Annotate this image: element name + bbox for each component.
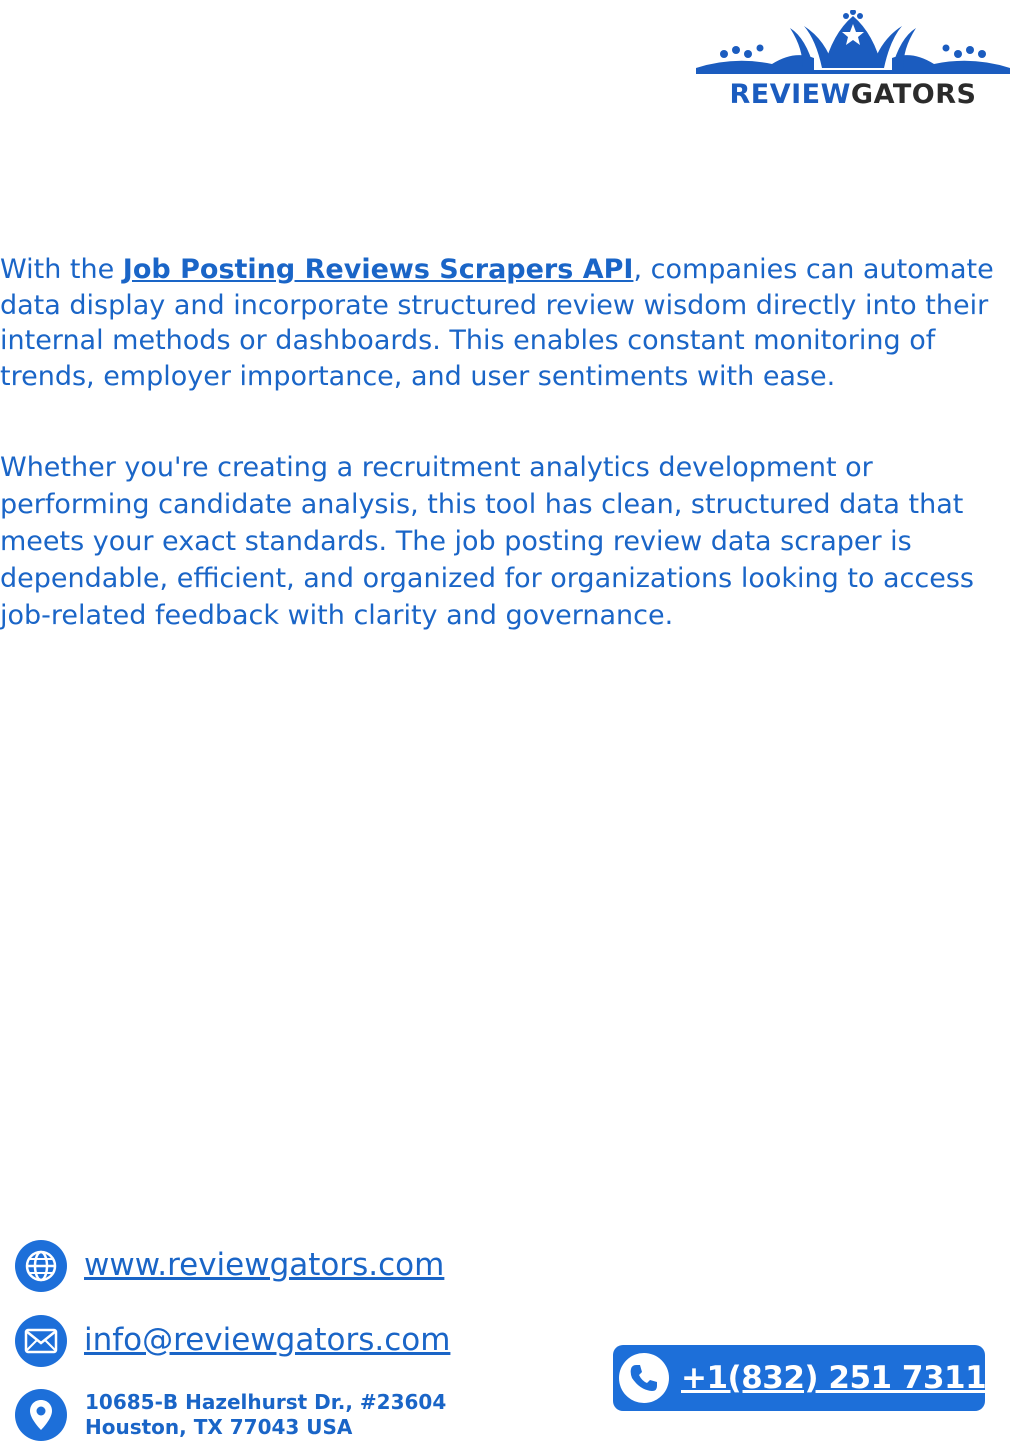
- logo-word-review: REVIEW: [729, 79, 851, 110]
- email-link[interactable]: info@reviewgators.com: [84, 1322, 451, 1358]
- brand-logo: [694, 10, 1012, 110]
- article-body: [0, 252, 1010, 634]
- address-line-1: 10685-B Hazelhurst Dr., #23604: [85, 1390, 447, 1414]
- paragraph-1: [0, 252, 1010, 394]
- job-posting-api-link[interactable]: Job Posting Reviews Scrapers API: [122, 254, 634, 285]
- paragraph-1-rest: , companies can automate data display and incorporate structured review wisdom directly into their internal methods or dashboards. This enables constant monitoring of trends, employer importance, and user sentiments with ease.: [0, 254, 994, 392]
- address-line-2: Houston, TX 77043 USA: [85, 1415, 353, 1439]
- location-pin-icon: [15, 1389, 67, 1441]
- paragraph-1-intro: With the: [0, 254, 123, 285]
- mail-icon: [15, 1315, 67, 1367]
- postal-address: [85, 1390, 446, 1440]
- logo-wordmark: [694, 80, 1012, 110]
- phone-number[interactable]: +1(832) 251 7311: [681, 1360, 987, 1396]
- globe-icon: [15, 1240, 67, 1292]
- phone-icon: [619, 1353, 669, 1403]
- phone-button[interactable]: [613, 1345, 985, 1411]
- paragraph-2: Whether you're creating a recruitment analytics development or performing candidate analysis, this tool has clean, structured data that meets your exact standards. The job posting review data scraper is dependable, efficient, and organized for organizations looking to access job-related feedback with clarity and governance.: [0, 452, 974, 631]
- logo-word-gators: GATORS: [850, 79, 977, 110]
- website-link[interactable]: www.reviewgators.com: [84, 1247, 445, 1283]
- crown-lotus-logo-icon: [694, 10, 1012, 82]
